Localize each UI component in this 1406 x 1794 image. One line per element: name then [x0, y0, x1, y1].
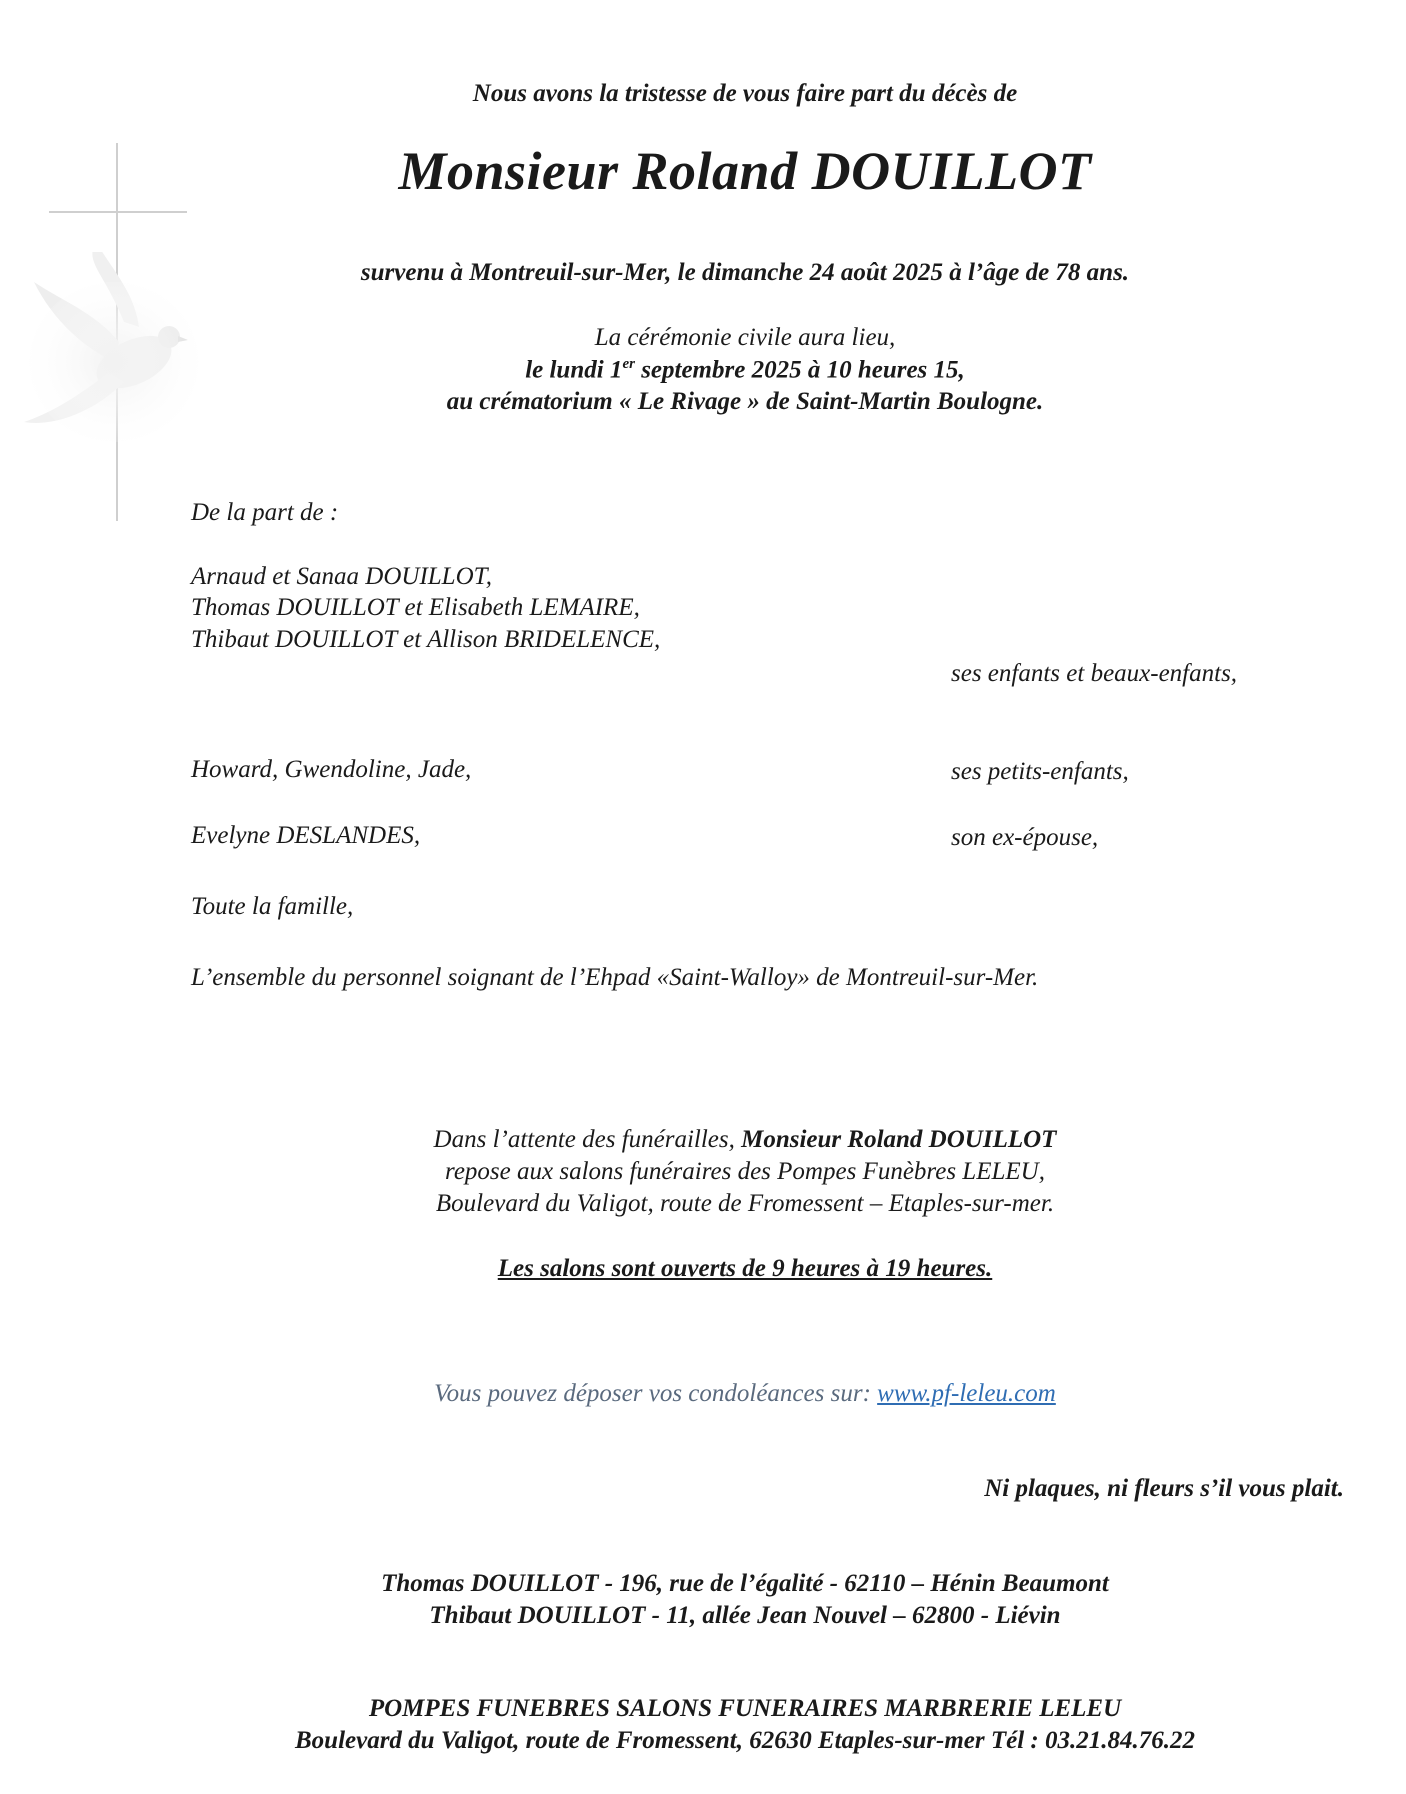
condoleances-text: Vous pouvez déposer vos condoléances sur: [434, 1380, 878, 1407]
salons-line-1 [0, 1126, 1406, 1154]
funeral-home-address: Boulevard du Valigot, route de Fromessent, 62630 Etaples-sur-mer Tél : 03.21.84.76.22 [294, 1727, 1196, 1754]
intro-text: Nous avons la tristesse de vous faire part du décès de [472, 80, 1018, 107]
salons-hours: Les salons sont ouverts de 9 heures à 19 heures. [497, 1255, 993, 1282]
grandchildren: Howard, Gwendoline, Jade, [191, 756, 472, 783]
salons-line-1-text: Dans l’attente des funérailles, [433, 1126, 742, 1153]
ceremony-date-end: septembre 2025 à 10 heures 15, [634, 356, 965, 384]
salons-line-1-name: Monsieur Roland DOUILLOT [741, 1126, 1057, 1153]
salons-line-3: Boulevard du Valigot, route de Fromessent – Etaples-sur-mer. [435, 1190, 1055, 1217]
child-line-1: Arnaud et Sanaa DOUILLOT, [191, 563, 492, 590]
child-line-2: Thomas DOUILLOT et Elisabeth LEMAIRE, [191, 594, 640, 621]
address-thibaut: Thibaut DOUILLOT - 11, allée Jean Nouvel – 62800 - Liévin [429, 1602, 1061, 1629]
salons-line-2: repose aux salons funéraires des Pompes Funèbres LELEU, [445, 1158, 1045, 1185]
grandchildren-relation: ses petits-enfants, [951, 758, 1129, 785]
ex-wife-relation: son ex-épouse, [951, 824, 1099, 851]
care-staff: L’ensemble du personnel soignant de l’Ehpad «Saint-Walloy» de Montreuil-sur-Mer. [191, 964, 1039, 991]
children-relation: ses enfants et beaux-enfants, [951, 660, 1238, 687]
no-flowers: Ni plaques, ni fleurs s’il vous plait. [984, 1475, 1344, 1502]
death-details: survenu à Montreuil-sur-Mer, le dimanche 24 août 2025 à l’âge de 78 ans. [360, 259, 1130, 286]
condoleances-line [0, 1380, 1406, 1408]
ceremony-line-3: au crématorium « Le Rivage » de Saint-Martin Boulogne. [446, 388, 1044, 415]
whole-family: Toute la famille, [191, 893, 354, 920]
ceremony-date-sup: er [622, 356, 635, 372]
cross-horizontal [49, 211, 187, 213]
condoleances-link[interactable]: www.pf-leleu.com [877, 1380, 1056, 1407]
ceremony-line-2 [0, 356, 1406, 384]
deceased-name: Monsieur Roland DOUILLOT [398, 141, 1092, 201]
de-la-part: De la part de : [191, 499, 339, 526]
ceremony-line-1: La cérémonie civile aura lieu, [594, 324, 896, 351]
address-thomas: Thomas DOUILLOT - 196, rue de l’égalité - 62110 – Hénin Beaumont [381, 1570, 1109, 1597]
child-line-3: Thibaut DOUILLOT et Allison BRIDELENCE, [191, 626, 661, 653]
funeral-home-name: POMPES FUNEBRES SALONS FUNERAIRES MARBRERIE LELEU [368, 1695, 1122, 1722]
ex-wife: Evelyne DESLANDES, [191, 822, 421, 849]
ceremony-date-start: le lundi 1 [525, 356, 623, 384]
